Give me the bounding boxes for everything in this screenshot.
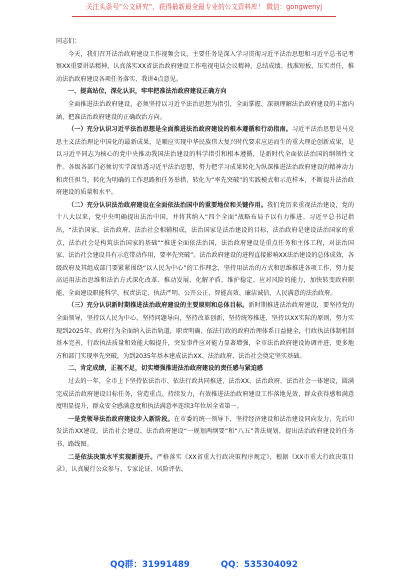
paragraph (56, 124, 354, 200)
banner-divider (72, 16, 336, 17)
paragraph (56, 414, 354, 452)
paragraph-lead: 二是依法决策水平实现新提升。 (68, 453, 157, 461)
paragraph-text: 我们党历来重视法治建设，党的十八大以来，党中央明确提出法治中国，并将其纳入“四个全面”战略布局予以有力推进。习近平总书记指出，“法治国家、法治政府、法治社会相辅相成，法治国家是法治建设的目标，法治政府是建设法治国家的重点，法治社会是构筑法治国家的基础”“推进全面依法治国，法治政府建设是重点任务和主体工程，对法治国家、法治社会建设具有示范带动作用，要率先突破”。法治政府建设的进程直接影响XX法治建设的总体成效，各级政府及其组成部门要紧紧围绕“以人民为中心”的工作理念，坚持用法治的方式和思维推进各项工作，努力提高运用法治思维和法治方式深化改革、推动发展、化解矛盾、维护稳定、应对风险的能力，加快转变政府职能，全面建设职能科学、权责法定、执法严明、公开公正、智能高效、廉洁诚信、人民满意的法治政府。 (56, 201, 355, 297)
section-heading-1: 一、提高站位，深化认识，牢牢把准法治政府建设正确方向 (68, 88, 227, 96)
paragraph-lead: 一是党领导法治政府建设步入新阶段。 (68, 415, 174, 423)
paragraph-text: 习近平法治思想是马克思主义法治理论中国化的最新成果，是顺应实现中华民族伟大复兴时代要求应运而生的重大理论创新成果，是以习近平同志为核心的党中央推动我国法治建设的科学指引和根本遵循，是新时代全面依法治国的纲领性文件。各级各部门必须切实学深悟透习近平法治思想，努力把学习成果转化为纵深推进法治政府建设的精神动力和责任担当，转化为明确的工作思路和任务举措，转化为“率先突破”的实践模式和示范样本，不断提升法治政府建设的质量和水平。 (56, 126, 355, 197)
paragraph (56, 300, 354, 363)
paragraph: 全面推进法治政府建设，必须坚持以习近平法治思想为指引，全面掌握、深刻理解法治政府建设的丰富内涵，把准法治政府建设的正确政治方向。 (56, 100, 354, 121)
section-heading-2: 二、肯定成绩，正视不足，切实增强推进法治政府建设的责任感与紧迫感 (68, 365, 263, 373)
footer-contacts (0, 558, 408, 570)
footer-qq: QQ：535304092 (220, 560, 298, 570)
paragraph (56, 452, 354, 477)
promo-banner: 关注头条号“公文研究”，获得最新最全最专业的公文资料库！ 微信：gongwenyj (85, 3, 323, 11)
paragraph-text: 在市委的统一领导下，坚持经济建设和法治建设同向发力，先后印发法治XX建设、法治社会建设、法治政府建设“一规划两纲要”和“八五”普法规划，提出法治政府建设的任务书、路线图。 (56, 415, 355, 448)
intro-paragraph: 今天，我们召开法治政府建设工作视频会议，主要任务是深入学习贯彻习近平法治思想和习近平总书记考察XX重要讲话精神，认真落实XX省法治政府建设工作电视电话会议精神，总结成绩、找准短板、压实责任，推动法治政府建设各项任务落实，我讲4点意见。 (56, 50, 354, 83)
paragraph (56, 200, 354, 301)
paragraph-lead: （三）充分认识新时期推进法治政府建设的主要原则和总体目标。 (68, 302, 249, 310)
paragraph-lead: （一）充分认识习近平法治思想是全面推进法治政府建设的根本遵循和行动指南。 (68, 126, 292, 134)
paragraph-text: 严格落实《XX省重大行政决策程序规定》，根据《XX市重大行政决策目录》，认真履行公众参与、专家论证、风险评估、 (56, 453, 354, 474)
paragraph: 过去的一年，全市上下坚持依法治市、依法行政共同推进，法治XX、法治政府、法治社会一体建设，圆满完成法治政府建设目标任务，营造重点、持续发力，有效推进法治政府建设工作落地见效，群众获得感和满意度明显提升，群众安全感满意度和执法满意率连续3年位居全省第一。 (56, 378, 354, 411)
paragraph-text: 新时期推进法治政府建设，要坚持党的全面领导，坚持以人民为中心，坚持问题导向，坚持改革创新，坚持统筹推进，坚持以XX实际的原则，努力实现到2025年，政府行为全面纳入法治轨道，职责明确、依法行政的政府治理体系日益健全，行政执法体制机制基本完善，行政执法质量和效能大幅提升，突发事件应对能力显著增强，全市法治政府建设协调并进，更多地方和部门实现率先突破，为到2035年基本建成法治XX、法治政府、法治社会奠定坚实基础。 (56, 302, 355, 360)
document-body (56, 36, 354, 477)
footer-qq-group: QQ群：31991489 (110, 560, 190, 570)
salutation: 同志们： (56, 38, 81, 45)
paragraph-lead: （二）充分认识法治政府建设在全面依法治国中的重要地位和关键作用。 (68, 201, 268, 209)
